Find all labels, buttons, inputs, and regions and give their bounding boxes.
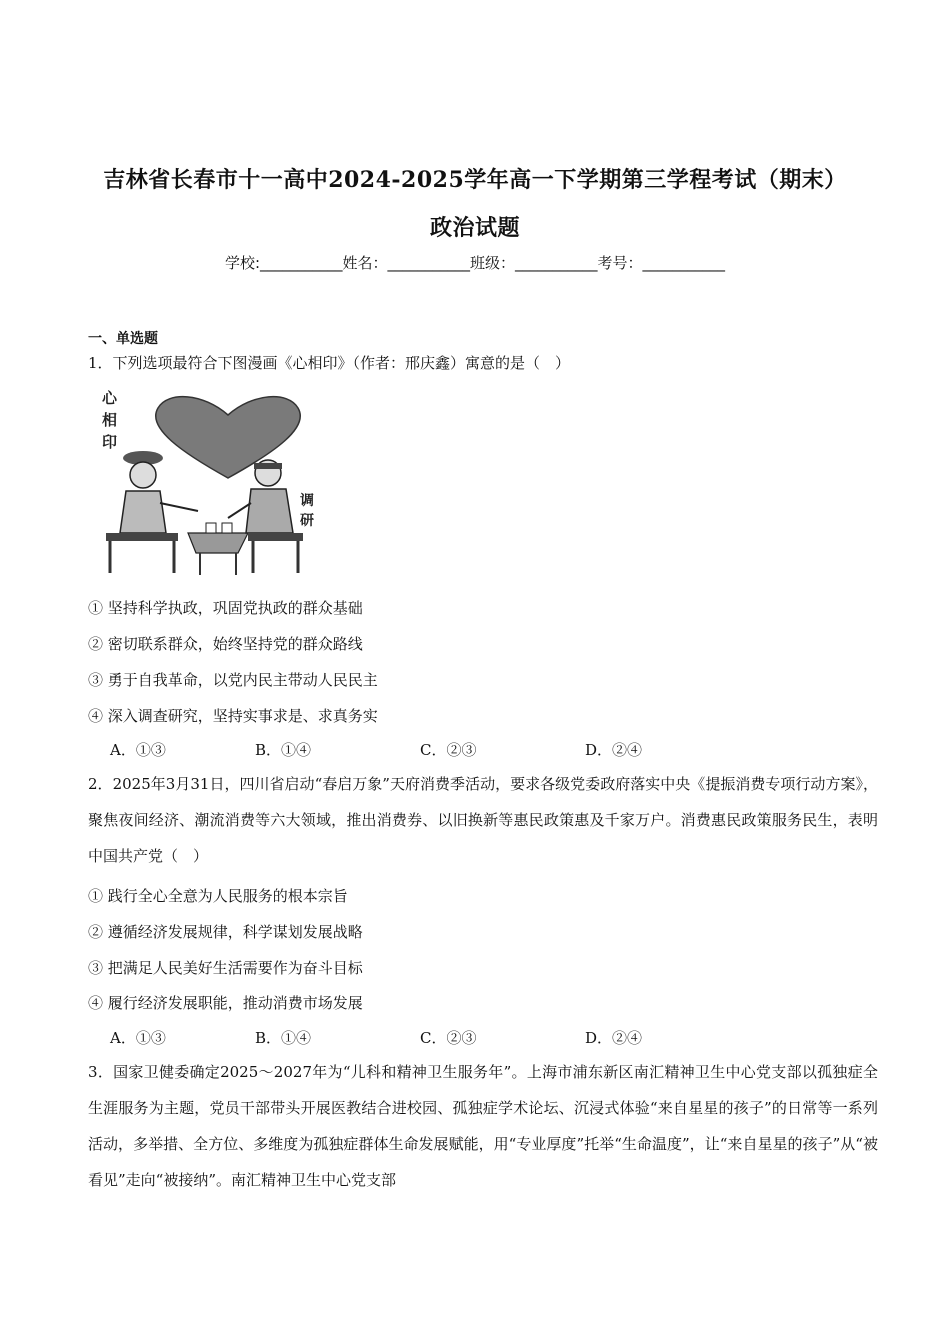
cartoon-right-char-2: 研 xyxy=(300,513,314,529)
question-1-option-1: ① 坚持科学执政，巩固党执政的群众基础 xyxy=(88,599,363,617)
question-2-option-3: ③ 把满足人民美好生活需要作为奋斗目标 xyxy=(88,959,363,977)
question-1-option-4: ④ 深入调查研究，坚持实事求是、求真务实 xyxy=(88,707,378,725)
question-1-option-2: ② 密切联系群众，始终坚持党的群众路线 xyxy=(88,635,363,653)
choice-a[interactable]: A．①③ xyxy=(110,741,166,759)
section-heading: 一、单选题 xyxy=(88,331,158,347)
question-1-choices xyxy=(110,739,705,760)
question-3-stem: 3．国家卫健委确定2025～2027年为“儿科和精神卫生服务年”。上海市浦东新区南汇精神卫生中心党支部以孤独症全生涯服务为主题，党员干部带头开展医教结合进校园、孤独症学术论坛、沉浸式体验“来自星星的孩子”的日常等一系列活动，多举措、全方位、多维度为孤独症群体生命发展赋能，用“专业厚度”托举“生命温度”，让“来自星星的孩子”从“被看见”走向“被接纳”。南汇精神卫生中心党支部 xyxy=(88,1063,878,1189)
question-1-stem: 1．下列选项最符合下图漫画《心相印》（作者：邢庆鑫）寓意的是（ ） xyxy=(88,354,571,372)
choice-a[interactable]: A．①③ xyxy=(110,1029,166,1047)
cartoon-left-char-1: 心 xyxy=(102,389,118,407)
student-info-line: 学校:___________姓名：___________班级：___________考号：___________ xyxy=(224,254,726,272)
question-2-option-4: ④ 履行经济发展职能，推动消费市场发展 xyxy=(88,994,363,1012)
document-subtitle: 政治试题 xyxy=(429,215,520,241)
choice-b[interactable]: B．①④ xyxy=(255,741,312,759)
choice-d[interactable]: D．②④ xyxy=(585,1029,643,1047)
choice-d[interactable]: D．②④ xyxy=(585,741,643,759)
choice-c[interactable]: C．②③ xyxy=(420,1029,477,1047)
cartoon-right-char-1: 调 xyxy=(300,493,314,509)
cartoon-image xyxy=(88,383,323,578)
cartoon-left-char-3: 印 xyxy=(102,433,118,451)
question-2-option-1: ① 践行全心全意为人民服务的根本宗旨 xyxy=(88,887,348,905)
choice-b[interactable]: B．①④ xyxy=(255,1029,312,1047)
choice-c[interactable]: C．②③ xyxy=(420,741,477,759)
question-2-option-2: ② 遵循经济发展规律，科学谋划发展战略 xyxy=(88,923,363,941)
question-1-option-3: ③ 勇于自我革命，以党内民主带动人民民主 xyxy=(88,671,378,689)
question-2-stem: 2．2025年3月31日，四川省启动“春启万象”天府消费季活动，要求各级党委政府落实中央《提振消费专项行动方案》，聚焦夜间经济、潮流消费等六大领域，推出消费券、以旧换新等惠民政策惠及千家万户。消费惠民政策服务民生，表明中国共产党（ ） xyxy=(88,775,878,865)
document-title: 吉林省长春市十一高中2024-2025学年高一下学期第三学程考试（期末） xyxy=(103,167,847,193)
question-2-choices xyxy=(110,1027,705,1048)
cartoon-left-char-2: 相 xyxy=(102,411,118,429)
